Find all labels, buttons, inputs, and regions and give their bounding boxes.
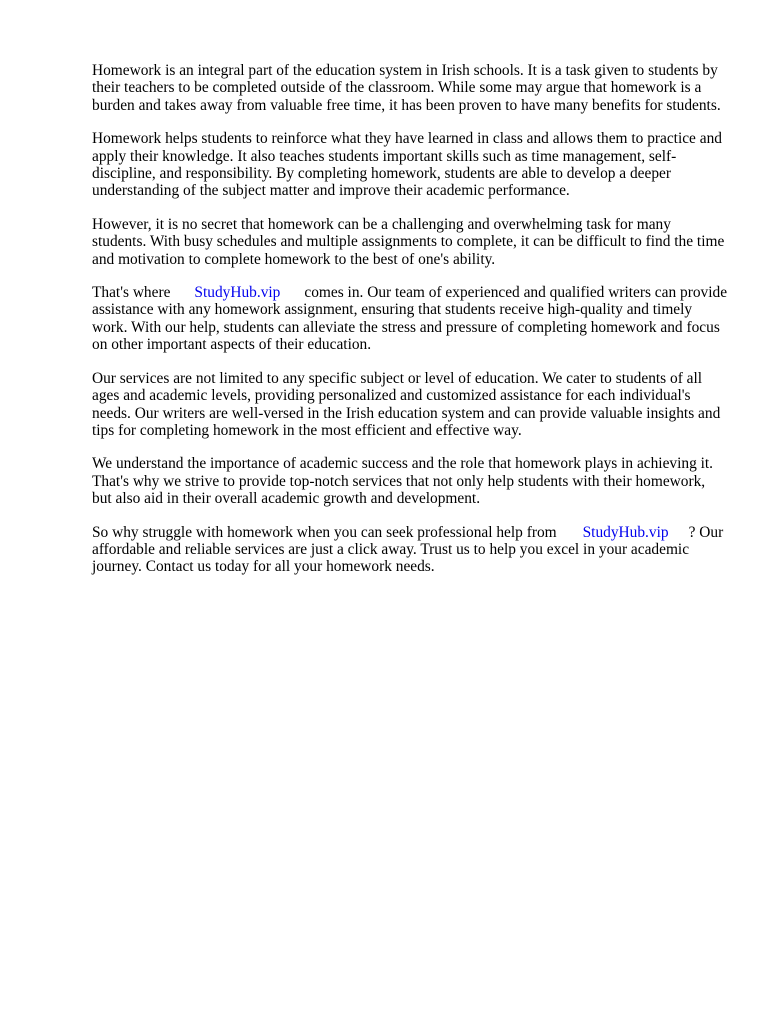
paragraph-services: Our services are not limited to any specific subject or level of education. We cater to students of all ages and academic levels, providing personalized and customized assistance for each individual's needs. Our writers are well-versed in the Irish education system and can provide valuable insights and tips for completing homework in the most efficient and effective way.: [92, 369, 721, 439]
paragraph-intro: Homework is an integral part of the education system in Irish schools. It is a task given to students by their teachers to be completed outside of the classroom. While some may argue that homework is a burden and takes away from valuable free time, it has been proven to have many benefits for students.: [92, 62, 721, 114]
paragraph-text: So why struggle with homework when you can seek professional help from: [92, 523, 557, 541]
studyhub-link[interactable]: StudyHub.vip: [582, 523, 669, 541]
paragraph-text: ? Our affordable and reliable services are just a click away. Trust us to help you excel in your academic journey. Contact us today for all your homework needs.: [92, 523, 724, 576]
paragraph-text: comes in. Our team of experienced and qualified writers can provide assistance with any homework assignment, ensuring that students receive high-quality and timely work. With our help, students can alleviate the stress and pressure of completing homework and focus on other important aspects of their education.: [92, 284, 728, 354]
document-body: [92, 62, 728, 592]
paragraph-text: That's where: [92, 284, 171, 302]
studyhub-link[interactable]: StudyHub.vip: [194, 284, 281, 302]
paragraph-closing: [92, 524, 728, 576]
paragraph-importance: We understand the importance of academic success and the role that homework plays in achieving it. That's why we strive to provide top-notch services that not only help students with their homework, but also aid in their overall academic growth and development.: [92, 455, 714, 508]
paragraph-benefits: Homework helps students to reinforce what they have learned in class and allows them to practice and apply their knowledge. It also teaches students important skills such as time management, self-discipline, and responsibility. By completing homework, students are able to develop a deeper understanding of the subject matter and improve their academic performance.: [92, 130, 722, 200]
paragraph-service-intro: [92, 284, 728, 354]
paragraph-challenges: However, it is no secret that homework can be a challenging and overwhelming task for many students. With busy schedules and multiple assignments to complete, it can be difficult to find the time and motivation to complete homework to the best of one's ability.: [92, 215, 725, 268]
